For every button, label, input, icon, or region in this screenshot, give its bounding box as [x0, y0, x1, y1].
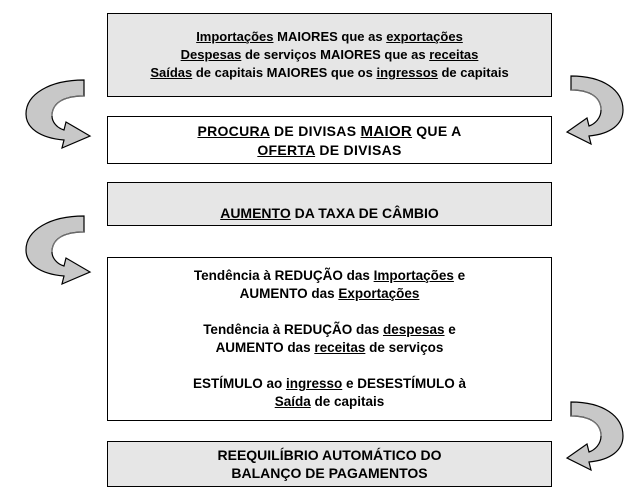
text-line: [194, 267, 465, 285]
box-exchange-rate: [107, 182, 552, 226]
box-rebalance: [107, 441, 552, 487]
text: QUE A: [412, 122, 462, 139]
underlined-term: exportações: [386, 29, 463, 44]
curved-arrow-left-icon: [565, 400, 627, 472]
text-line: [257, 141, 401, 159]
text: e: [453, 268, 466, 283]
arrow-shape: [26, 216, 90, 284]
underlined-term: despesas: [382, 322, 445, 337]
text: MAIORES que as: [273, 29, 387, 44]
text-line: REEQUILÍBRIO AUTOMÁTICO DO: [217, 447, 442, 463]
text: de capitais: [310, 394, 385, 409]
underlined-term: Saída: [274, 394, 311, 409]
underlined-term: Importações: [196, 29, 274, 44]
box-effects: [107, 257, 552, 421]
curved-arrow-left-icon: [565, 74, 627, 146]
text: de serviços MAIORES que as: [241, 47, 430, 62]
text-line: [240, 285, 420, 303]
underlined-term: AUMENTO: [220, 205, 291, 221]
underlined-term: receitas: [314, 340, 366, 355]
text: DE DIVISAS: [269, 122, 361, 139]
text-line: [150, 64, 508, 82]
underlined-term: PROCURA: [197, 122, 270, 139]
text-line: BALANÇO DE PAGAMENTOS: [231, 465, 428, 481]
box-currency-demand: [107, 116, 552, 164]
text: DE DIVISAS: [315, 141, 402, 158]
text-line: [181, 46, 479, 64]
text-line: [193, 375, 466, 393]
underlined-term: MAIOR: [360, 122, 413, 140]
text: DA TAXA DE CÂMBIO: [290, 205, 439, 221]
text: AUMENTO das: [215, 340, 315, 355]
text: ESTÍMULO ao: [192, 376, 286, 391]
text: de capitais: [437, 65, 509, 80]
curved-arrow-right-icon: [22, 78, 92, 150]
text: e DESESTÍMULO à: [342, 376, 467, 391]
underlined-term: Saídas: [150, 65, 193, 80]
underlined-term: Despesas: [180, 47, 242, 62]
text: AUMENTO das: [239, 286, 339, 301]
text: de serviços: [365, 340, 444, 355]
underlined-term: ingresso: [285, 376, 343, 391]
text-line: [275, 393, 385, 411]
box-deficit-causes: [107, 13, 552, 97]
text: e: [444, 322, 456, 337]
text-line: [203, 321, 456, 339]
underlined-term: receitas: [429, 47, 479, 62]
text-line: [216, 339, 444, 357]
underlined-term: ingressos: [376, 65, 438, 80]
text-line: [197, 122, 461, 141]
arrow-shape: [26, 80, 90, 148]
text-line: [220, 204, 439, 222]
text: de capitais MAIORES que os: [192, 65, 377, 80]
underlined-term: OFERTA: [257, 141, 316, 158]
curved-arrow-right-icon: [22, 214, 92, 286]
text-line: [196, 28, 463, 46]
text: Tendência à REDUÇÃO das: [203, 322, 383, 337]
text: Tendência à REDUÇÃO das: [193, 268, 374, 283]
underlined-term: Exportações: [338, 286, 420, 301]
arrow-shape: [567, 76, 623, 144]
underlined-term: Importações: [373, 268, 454, 283]
arrow-shape: [567, 402, 623, 470]
